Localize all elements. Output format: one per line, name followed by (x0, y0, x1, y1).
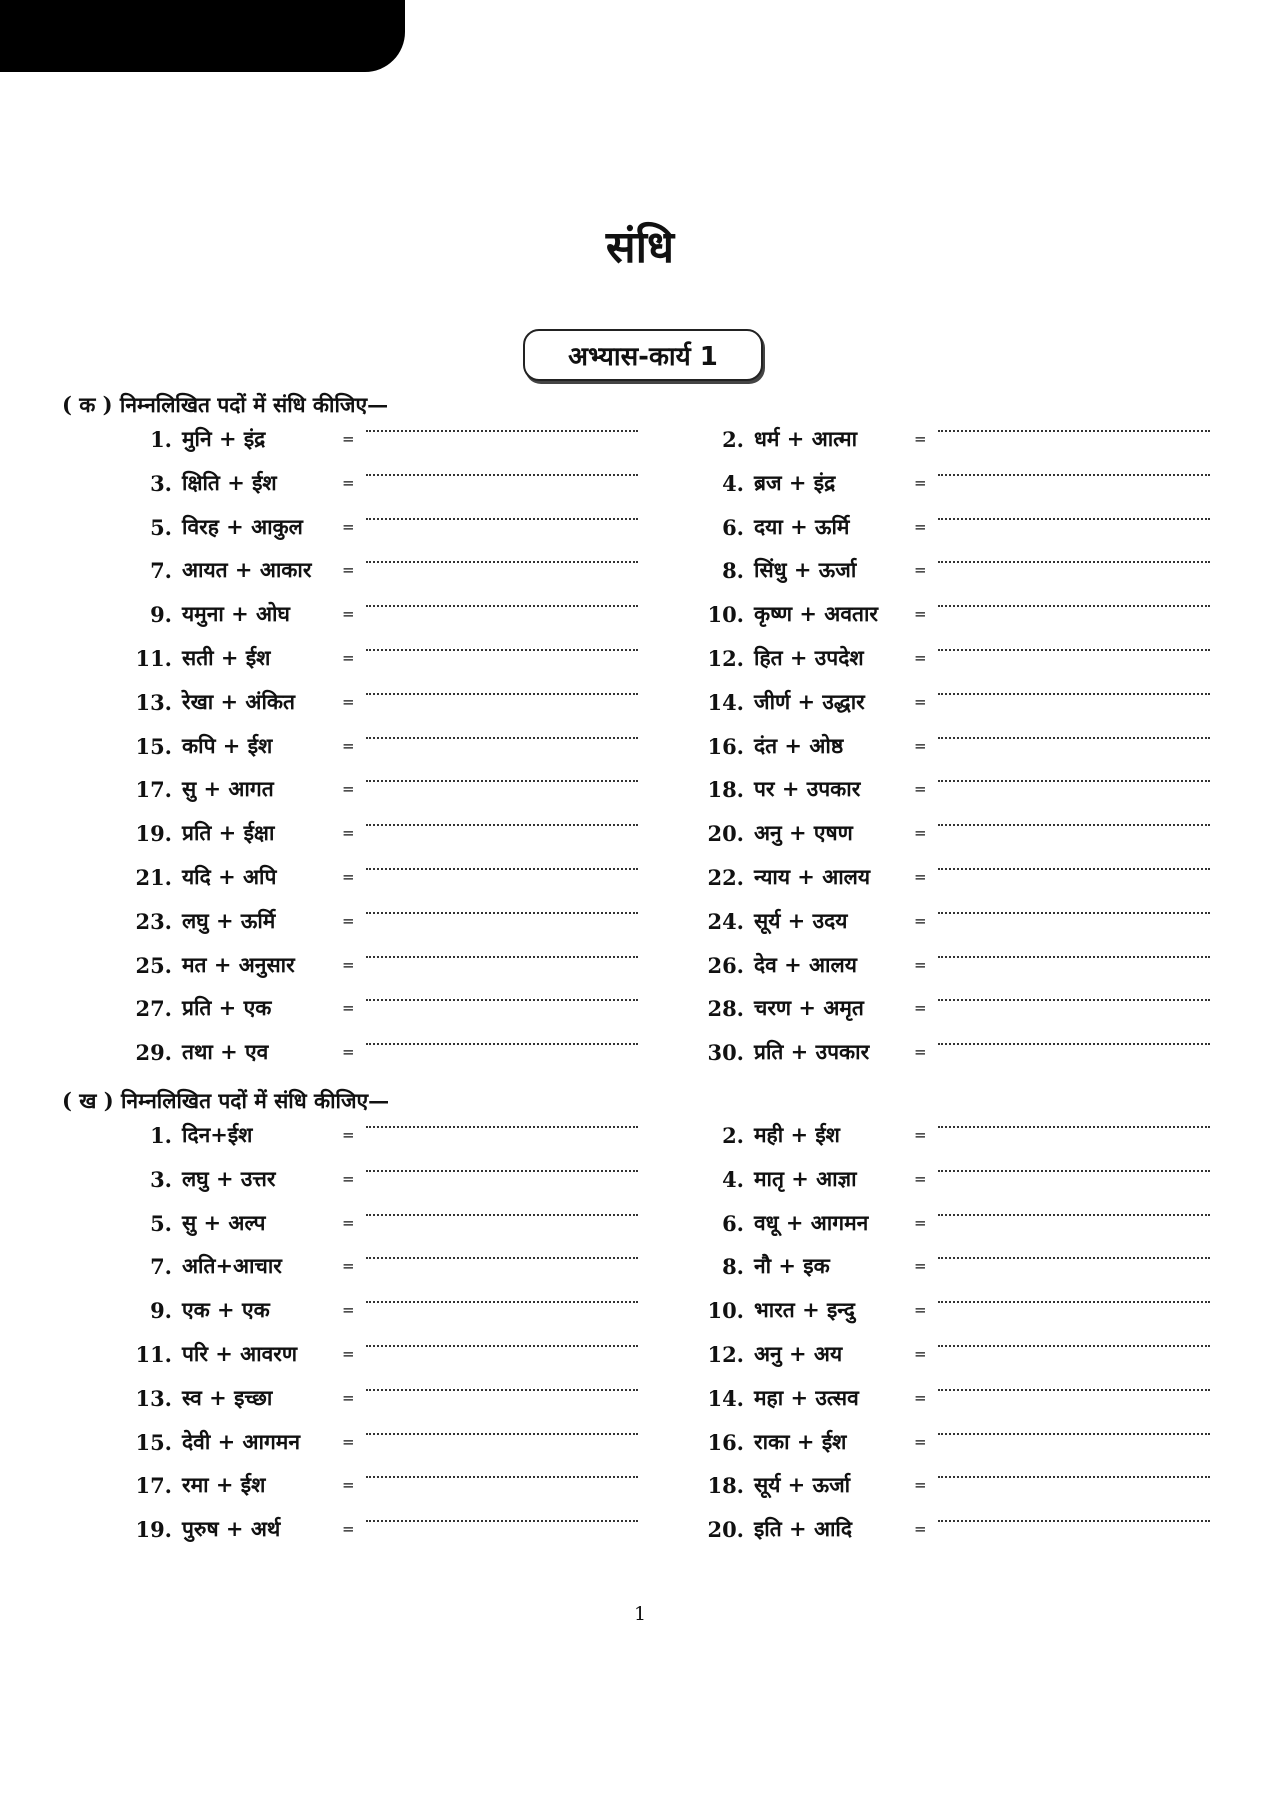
item-number: 18. (707, 1472, 744, 1498)
item-number: 6. (722, 1210, 744, 1236)
exercise-item (700, 643, 1210, 673)
equals-sign: = (914, 1389, 927, 1407)
equals-sign: = (342, 1257, 355, 1275)
item-number: 7. (150, 1253, 172, 1279)
answer-blank[interactable] (366, 1043, 638, 1045)
equals-sign: = (342, 605, 355, 623)
answer-blank[interactable] (366, 693, 638, 695)
exercise-item (700, 1383, 1210, 1413)
equals-sign: = (914, 693, 927, 711)
exercise-item (700, 731, 1210, 761)
answer-blank[interactable] (366, 999, 638, 1001)
equals-sign: = (914, 1214, 927, 1232)
item-number: 2. (722, 1122, 744, 1148)
equals-sign: = (914, 824, 927, 842)
item-number: 1. (150, 1122, 172, 1148)
item-number: 14. (707, 1385, 744, 1411)
equals-sign: = (914, 649, 927, 667)
equals-sign: = (914, 1476, 927, 1494)
item-number: 10. (707, 601, 744, 627)
item-expression: कृष्ण + अवतार (754, 601, 879, 626)
answer-blank[interactable] (938, 1170, 1210, 1172)
exercise-item (700, 424, 1210, 454)
item-expression: न्याय + आलय (754, 864, 871, 889)
exercise-item (128, 643, 638, 673)
item-number: 11. (135, 645, 172, 671)
exercise-item (128, 1383, 638, 1413)
item-expression: दिन+ईश (182, 1122, 253, 1147)
answer-blank[interactable] (938, 999, 1210, 1001)
answer-blank[interactable] (938, 605, 1210, 607)
equals-sign: = (914, 780, 927, 798)
exercise-item (128, 1295, 638, 1325)
item-expression: एक + एक (182, 1297, 270, 1322)
equals-sign: = (342, 693, 355, 711)
answer-blank[interactable] (366, 1301, 638, 1303)
item-expression: स्व + इच्छा (182, 1385, 273, 1410)
answer-blank[interactable] (938, 693, 1210, 695)
item-expression: धर्म + आत्मा (754, 426, 858, 451)
exercise-item (128, 468, 638, 498)
answer-blank[interactable] (938, 824, 1210, 826)
item-expression: प्रति + उपकार (754, 1039, 870, 1064)
item-number: 27. (135, 995, 172, 1021)
equals-sign: = (342, 1433, 355, 1451)
answer-blank[interactable] (366, 1520, 638, 1522)
exercise-item (700, 906, 1210, 936)
exercise-title: अभ्यास-कार्य 1 (568, 342, 718, 372)
item-number: 24. (707, 908, 744, 934)
equals-sign: = (342, 1345, 355, 1363)
item-number: 23. (135, 908, 172, 934)
answer-blank[interactable] (366, 956, 638, 958)
item-expression: पर + उपकार (754, 776, 861, 801)
answer-blank[interactable] (366, 605, 638, 607)
item-expression: अति+आचार (182, 1253, 282, 1278)
equals-sign: = (914, 474, 927, 492)
equals-sign: = (342, 649, 355, 667)
equals-sign: = (342, 780, 355, 798)
item-number: 13. (135, 1385, 172, 1411)
item-expression: ब्रज + इंद्र (754, 470, 836, 495)
exercise-item (700, 512, 1210, 542)
exercise-item (700, 950, 1210, 980)
answer-blank[interactable] (938, 1345, 1210, 1347)
equals-sign: = (342, 1301, 355, 1319)
item-expression: क्षिति + ईश (182, 470, 277, 495)
item-number: 15. (135, 1429, 172, 1455)
item-number: 19. (135, 1516, 172, 1542)
answer-blank[interactable] (366, 1433, 638, 1435)
page-title: संधि (605, 222, 675, 273)
item-expression: रमा + ईश (182, 1472, 266, 1497)
answer-blank[interactable] (366, 912, 638, 914)
exercise-item (700, 1514, 1210, 1544)
exercise-item (128, 731, 638, 761)
answer-blank[interactable] (938, 780, 1210, 782)
item-number: 20. (707, 820, 744, 846)
item-number: 8. (722, 557, 744, 583)
item-expression: हित + उपदेश (754, 645, 864, 670)
answer-blank[interactable] (366, 868, 638, 870)
section-heading: ( ख ) निम्नलिखित पदों में संधि कीजिए— (62, 1088, 390, 1113)
item-number: 9. (150, 601, 172, 627)
exercise-item (700, 599, 1210, 629)
item-number: 5. (150, 1210, 172, 1236)
equals-sign: = (342, 430, 355, 448)
item-number: 3. (150, 1166, 172, 1192)
exercise-item (700, 818, 1210, 848)
item-number: 21. (135, 864, 172, 890)
item-expression: वधू + आगमन (754, 1210, 869, 1235)
item-number: 3. (150, 470, 172, 496)
item-number: 29. (135, 1039, 172, 1065)
item-number: 19. (135, 820, 172, 846)
equals-sign: = (342, 1389, 355, 1407)
item-expression: सूर्य + उदय (754, 908, 848, 933)
item-expression: कपि + ईश (182, 733, 273, 758)
exercise-item (128, 1208, 638, 1238)
equals-sign: = (914, 737, 927, 755)
item-number: 12. (707, 1341, 744, 1367)
item-number: 12. (707, 645, 744, 671)
answer-blank[interactable] (366, 1345, 638, 1347)
equals-sign: = (914, 1433, 927, 1451)
item-number: 7. (150, 557, 172, 583)
equals-sign: = (914, 605, 927, 623)
exercise-item (128, 512, 638, 542)
equals-sign: = (914, 430, 927, 448)
exercise-item (128, 1514, 638, 1544)
item-number: 25. (135, 952, 172, 978)
equals-sign: = (342, 1043, 355, 1061)
answer-blank[interactable] (938, 1301, 1210, 1303)
answer-blank[interactable] (938, 561, 1210, 563)
answer-blank[interactable] (366, 649, 638, 651)
item-expression: विरह + आकुल (182, 514, 303, 539)
exercise-item (128, 687, 638, 717)
item-expression: अनु + एषण (754, 820, 853, 845)
item-expression: अनु + अय (754, 1341, 843, 1366)
equals-sign: = (342, 561, 355, 579)
item-number: 4. (722, 470, 744, 496)
exercise-item (700, 1295, 1210, 1325)
answer-blank[interactable] (938, 430, 1210, 432)
exercise-item (128, 424, 638, 454)
item-number: 1. (150, 426, 172, 452)
answer-blank[interactable] (938, 1214, 1210, 1216)
answer-blank[interactable] (366, 1214, 638, 1216)
exercise-item (700, 555, 1210, 585)
exercise-title-box (523, 329, 763, 381)
answer-blank[interactable] (938, 1257, 1210, 1259)
equals-sign: = (342, 999, 355, 1017)
item-expression: तथा + एव (182, 1039, 269, 1064)
answer-blank[interactable] (366, 1126, 638, 1128)
answer-blank[interactable] (938, 1126, 1210, 1128)
item-expression: भारत + इन्दु (754, 1297, 855, 1322)
equals-sign: = (914, 868, 927, 886)
item-number: 15. (135, 733, 172, 759)
item-expression: राका + ईश (754, 1429, 847, 1454)
exercise-item (128, 818, 638, 848)
item-expression: सु + आगत (182, 776, 274, 801)
exercise-item (700, 1339, 1210, 1369)
equals-sign: = (914, 1345, 927, 1363)
answer-blank[interactable] (366, 1257, 638, 1259)
exercise-item (128, 906, 638, 936)
answer-blank[interactable] (938, 912, 1210, 914)
item-number: 17. (135, 1472, 172, 1498)
exercise-item (700, 1208, 1210, 1238)
item-number: 4. (722, 1166, 744, 1192)
exercise-item (700, 774, 1210, 804)
answer-blank[interactable] (938, 1389, 1210, 1391)
item-number: 8. (722, 1253, 744, 1279)
answer-blank[interactable] (938, 649, 1210, 651)
answer-blank[interactable] (938, 737, 1210, 739)
equals-sign: = (914, 1257, 927, 1275)
item-expression: सिंधु + ऊर्जा (754, 557, 857, 582)
item-number: 17. (135, 776, 172, 802)
item-number: 18. (707, 776, 744, 802)
answer-blank[interactable] (938, 518, 1210, 520)
item-number: 30. (707, 1039, 744, 1065)
item-number: 20. (707, 1516, 744, 1542)
exercise-item (700, 1470, 1210, 1500)
item-expression: लघु + उत्तर (182, 1166, 276, 1191)
answer-blank[interactable] (938, 1476, 1210, 1478)
answer-blank[interactable] (938, 1043, 1210, 1045)
equals-sign: = (342, 824, 355, 842)
item-expression: यमुना + ओघ (182, 601, 290, 626)
item-number: 10. (707, 1297, 744, 1323)
answer-blank[interactable] (366, 824, 638, 826)
item-number: 28. (707, 995, 744, 1021)
item-expression: लघु + ऊर्मि (182, 908, 276, 933)
exercise-item (128, 1339, 638, 1369)
exercise-item (128, 774, 638, 804)
equals-sign: = (342, 737, 355, 755)
answer-blank[interactable] (938, 1433, 1210, 1435)
equals-sign: = (342, 1126, 355, 1144)
exercise-item (700, 687, 1210, 717)
item-number: 5. (150, 514, 172, 540)
exercise-item (128, 1120, 638, 1150)
equals-sign: = (914, 1301, 927, 1319)
item-expression: प्रति + ईक्षा (182, 820, 275, 845)
answer-blank[interactable] (366, 780, 638, 782)
equals-sign: = (342, 1214, 355, 1232)
exercise-item (128, 1164, 638, 1194)
answer-blank[interactable] (938, 868, 1210, 870)
exercise-item (128, 1037, 638, 1067)
item-expression: सु + अल्प (182, 1210, 266, 1235)
equals-sign: = (342, 912, 355, 930)
item-expression: आयत + आकार (182, 557, 312, 582)
item-expression: दंत + ओष्ठ (754, 733, 844, 758)
item-number: 16. (707, 733, 744, 759)
exercise-item (128, 1251, 638, 1281)
item-expression: जीर्ण + उद्धार (754, 689, 865, 714)
item-expression: महा + उत्सव (754, 1385, 859, 1410)
exercise-item (128, 1427, 638, 1457)
answer-blank[interactable] (938, 474, 1210, 476)
equals-sign: = (342, 868, 355, 886)
item-expression: मत + अनुसार (182, 952, 295, 977)
item-expression: रेखा + अंकित (182, 689, 296, 714)
exercise-item (700, 1164, 1210, 1194)
exercise-item (700, 1037, 1210, 1067)
item-expression: पुरुष + अर्थ (182, 1516, 281, 1541)
item-expression: देव + आलय (754, 952, 857, 977)
item-number: 11. (135, 1341, 172, 1367)
equals-sign: = (342, 1170, 355, 1188)
equals-sign: = (914, 518, 927, 536)
answer-blank[interactable] (366, 518, 638, 520)
equals-sign: = (342, 1476, 355, 1494)
section-heading: ( क ) निम्नलिखित पदों में संधि कीजिए— (62, 392, 389, 417)
exercise-item (128, 993, 638, 1023)
item-expression: यदि + अपि (182, 864, 277, 889)
exercise-item (128, 862, 638, 892)
answer-blank[interactable] (366, 474, 638, 476)
equals-sign: = (914, 1520, 927, 1538)
redaction-mark (0, 0, 405, 72)
item-expression: नौ + इक (754, 1253, 830, 1278)
exercise-item (128, 1470, 638, 1500)
exercise-item (700, 1251, 1210, 1281)
equals-sign: = (342, 956, 355, 974)
equals-sign: = (914, 999, 927, 1017)
item-number: 22. (707, 864, 744, 890)
item-number: 26. (707, 952, 744, 978)
item-expression: प्रति + एक (182, 995, 272, 1020)
page-number: 1 (633, 1603, 647, 1625)
exercise-item (128, 599, 638, 629)
exercise-item (700, 468, 1210, 498)
item-number: 13. (135, 689, 172, 715)
exercise-item (700, 1427, 1210, 1457)
answer-blank[interactable] (366, 1170, 638, 1172)
item-number: 2. (722, 426, 744, 452)
item-expression: मातृ + आज्ञा (754, 1166, 857, 1191)
exercise-item (700, 862, 1210, 892)
equals-sign: = (914, 1043, 927, 1061)
item-number: 16. (707, 1429, 744, 1455)
exercise-item (700, 993, 1210, 1023)
item-expression: मही + ईश (754, 1122, 840, 1147)
item-expression: मुनि + इंद्र (182, 426, 266, 451)
equals-sign: = (914, 956, 927, 974)
equals-sign: = (914, 561, 927, 579)
answer-blank[interactable] (366, 1389, 638, 1391)
answer-blank[interactable] (366, 561, 638, 563)
item-number: 14. (707, 689, 744, 715)
exercise-item (700, 1120, 1210, 1150)
item-expression: देवी + आगमन (182, 1429, 300, 1454)
item-expression: सती + ईश (182, 645, 271, 670)
exercise-item (128, 950, 638, 980)
exercise-item (128, 555, 638, 585)
item-expression: सूर्य + ऊर्जा (754, 1472, 851, 1497)
item-expression: चरण + अमृत (754, 995, 864, 1020)
item-expression: इति + आदि (754, 1516, 852, 1541)
answer-blank[interactable] (366, 737, 638, 739)
item-number: 9. (150, 1297, 172, 1323)
equals-sign: = (342, 1520, 355, 1538)
equals-sign: = (342, 518, 355, 536)
answer-blank[interactable] (366, 1476, 638, 1478)
equals-sign: = (914, 1126, 927, 1144)
item-number: 6. (722, 514, 744, 540)
item-expression: दया + ऊर्मि (754, 514, 850, 539)
equals-sign: = (342, 474, 355, 492)
answer-blank[interactable] (938, 1520, 1210, 1522)
item-expression: परि + आवरण (182, 1341, 298, 1366)
answer-blank[interactable] (938, 956, 1210, 958)
equals-sign: = (914, 912, 927, 930)
answer-blank[interactable] (366, 430, 638, 432)
equals-sign: = (914, 1170, 927, 1188)
